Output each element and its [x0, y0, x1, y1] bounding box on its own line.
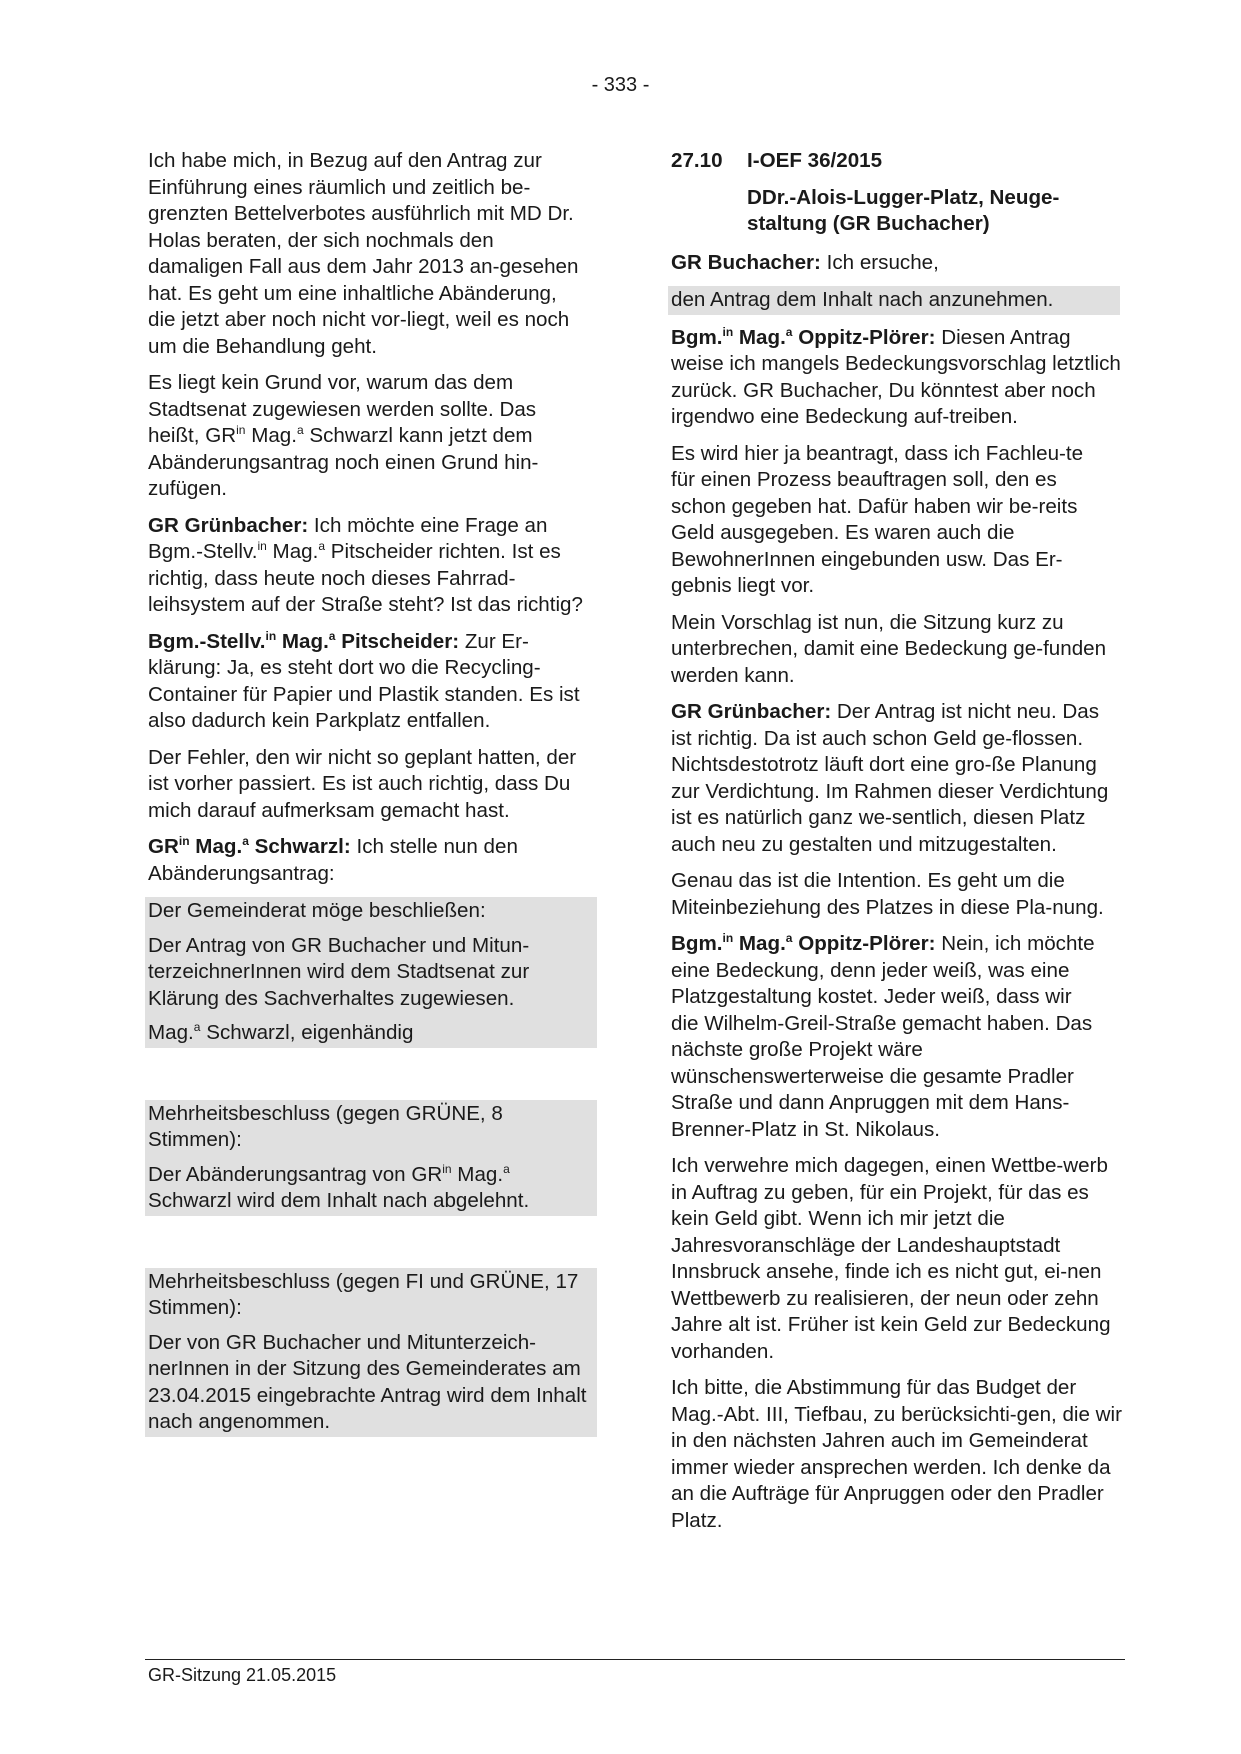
- motion-intro: Der Gemeinderat möge beschließen:: [148, 899, 486, 922]
- motion-text: Der Antrag von GR Buchacher und Mitun-terzeichnerInnen wird dem Stadtsenat zur Klärung des Sachverhaltes zugewiesen.: [148, 933, 530, 1010]
- speaker-name: GR Grünbacher:: [671, 700, 832, 723]
- paragraph: Genau das ist die Intention. Es geht um die Miteinbeziehung des Platzes in diese Pla-nung.: [671, 869, 1104, 919]
- paragraph: Bgm.$^{in}$ Mag.$^a$ Oppitz-Plörer: Nein, ich möchte eine Bedeckung, denn jeder weiß, was eine Platzgestaltung kostet. Jeder weiß, dass wir die Wilhelm-Greil-Straße gemacht haben. Das nächste große Projekt wäre wünschenswerterweise die gesamte Pradler Straße und dann Anpruggen mit dem Hans-Brenner-Platz in St. Nikolaus.: [671, 931, 1095, 1141]
- paragraph: Ich habe mich, in Bezug auf den Antrag zur Einführung eines räumlich und zeitlich be-grenzten Bettelverbotes ausführlich mit MD Dr. Holas beraten, der sich nochmals den damaligen Fall aus dem Jahr 2013 an-gesehen hat. Es geht um eine inhaltliche Abänderung, die jetzt aber noch nicht vor-liegt, weil es noch um die Behandlung geht.: [148, 149, 579, 358]
- motion-box: [145, 897, 597, 1048]
- paragraph: GR Buchacher: Ich ersuche,: [671, 250, 939, 274]
- footer-session-date: GR-Sitzung 21.05.2015: [148, 1665, 337, 1685]
- speaker-name: Bgm.$^{in}$ Mag.$^a$ Oppitz-Plörer:: [671, 324, 936, 349]
- motion-signature: Mag.$^a$ Schwarzl, eigenhändig: [148, 1020, 414, 1044]
- resolution-text: Der von GR Buchacher und Mitunterzeich-nerInnen in der Sitzung des Gemeinderates am 23.04.2015 eingebrachte Antrag wird dem Inhalt nach angenommen.: [148, 1330, 587, 1433]
- speaker-name: $GR^{in}$ Mag.$^a$ Schwarzl:: [148, 834, 351, 858]
- paragraph: Es liegt kein Grund vor, warum das dem Stadtsenat zugewiesen werden sollte. Das heißt, $GR^{in}$ Mag.$^a$ Schwarzl kann jetzt dem Abänderungsantrag noch einen Grund hin-zufügen.: [148, 371, 539, 500]
- agenda-item-heading: [671, 148, 1123, 175]
- resolution-result: Mehrheitsbeschluss (gegen GRÜNE, 8 Stimmen):: [148, 1101, 503, 1151]
- footer-divider: [145, 1659, 1125, 1660]
- paragraph: GR Grünbacher: Der Antrag ist nicht neu. Das ist richtig. Da ist auch schon Geld ge-flossen. Nichtsdestotrotz läuft dort eine gro-ße Planung zur Verdichtung. Im Rahmen dieser Verdichtung ist es natürlich ganz we-sentlich, diesen Platz auch neu zu gestalten und mitzugestalten.: [671, 700, 1109, 856]
- paragraph: Ich verwehre mich dagegen, einen Wettbe-werb in Auftrag zu geben, für ein Projekt, für das es kein Geld gibt. Wenn ich mir jetzt die Jahresvoranschläge der Landeshauptstadt Innsbruck ansehe, finde ich es nicht gut, ei-nen Wettbewerb zu realisieren, der neun oder zehn Jahre alt ist. Früher ist kein Geld zur Bedeckung vorhanden.: [671, 1154, 1111, 1363]
- speaker-name: GR Buchacher:: [671, 250, 821, 274]
- resolution-text: Der Abänderungsantrag von $GR^{in}$ Mag.$^a$ Schwarzl wird dem Inhalt nach abgelehnt.: [148, 1161, 530, 1212]
- paragraph: Ich bitte, die Abstimmung für das Budget der Mag.-Abt. III, Tiefbau, zu berücksichti-gen, die wir in den nächsten Jahren auch im Gemeinderat immer wieder ansprechen werden. Ich denke da an die Aufträge für Anpruggen oder den Pradler Platz.: [671, 1376, 1122, 1532]
- resolution-box: [145, 1100, 597, 1216]
- paragraph: $GR^{in}$ Mag.$^a$ Schwarzl: Ich stelle nun den Abänderungsantrag:: [148, 834, 518, 885]
- speaker-name: GR Grünbacher:: [148, 513, 309, 537]
- agenda-item-title: DDr.-Alois-Lugger-Platz, Neuge-staltung (GR Buchacher): [747, 185, 1060, 235]
- left-column: [148, 148, 600, 1437]
- speaker-name: Bgm.-Stellv.$^{in}$ Mag.$^a$ Pitscheider:: [148, 628, 460, 653]
- resolution-result: Mehrheitsbeschluss (gegen FI und GRÜNE, 17 Stimmen):: [148, 1269, 579, 1319]
- motion-text: den Antrag dem Inhalt nach anzunehmen.: [671, 288, 1054, 311]
- paragraph: GR Grünbacher: Ich möchte eine Frage an Bgm.-Stellv.$^{in}$ Mag.$^a$ Pitscheider richten. Ist es richtig, dass heute noch dieses Fahrrad-leihsystem auf der Straße steht? Ist das richtig?: [148, 513, 583, 616]
- paragraph: Bgm.$^{in}$ Mag.$^a$ Oppitz-Plörer: Diesen Antrag weise ich mangels Bedeckungsvorschlag letztlich zurück. GR Buchacher, Du könntest aber noch irgendwo eine Bedeckung auf-treiben.: [671, 324, 1121, 428]
- page-number: - 333 -: [591, 74, 650, 96]
- paragraph: Bgm.-Stellv.$^{in}$ Mag.$^a$ Pitscheider: Zur Er-klärung: Ja, es steht dort wo die Recycling-Container für Papier und Plastik standen. Es ist also dadurch kein Parkplatz entfallen.: [148, 628, 580, 732]
- agenda-item-code: I-OEF 36/2015: [747, 149, 883, 172]
- agenda-item-number: 27.10: [671, 149, 723, 172]
- motion-box: [668, 286, 1120, 315]
- speaker-name: Bgm.$^{in}$ Mag.$^a$ Oppitz-Plörer:: [671, 931, 936, 955]
- paragraph: Der Fehler, den wir nicht so geplant hatten, der ist vorher passiert. Es ist auch richtig, dass Du mich darauf aufmerksam gemacht hast.: [148, 745, 577, 822]
- paragraph: Mein Vorschlag ist nun, die Sitzung kurz zu unterbrechen, damit eine Bedeckung ge-funden werden kann.: [671, 610, 1107, 687]
- paragraph: Es wird hier ja beantragt, dass ich Fachleu-te für einen Prozess beauftragen soll, den es schon gegeben hat. Dafür haben wir be-reits Geld ausgegeben. Es waren auch die BewohnerInnen eingebunden usw. Das Er-gebnis liegt vor.: [671, 441, 1084, 597]
- resolution-box: [145, 1268, 597, 1437]
- right-column: [671, 148, 1123, 1544]
